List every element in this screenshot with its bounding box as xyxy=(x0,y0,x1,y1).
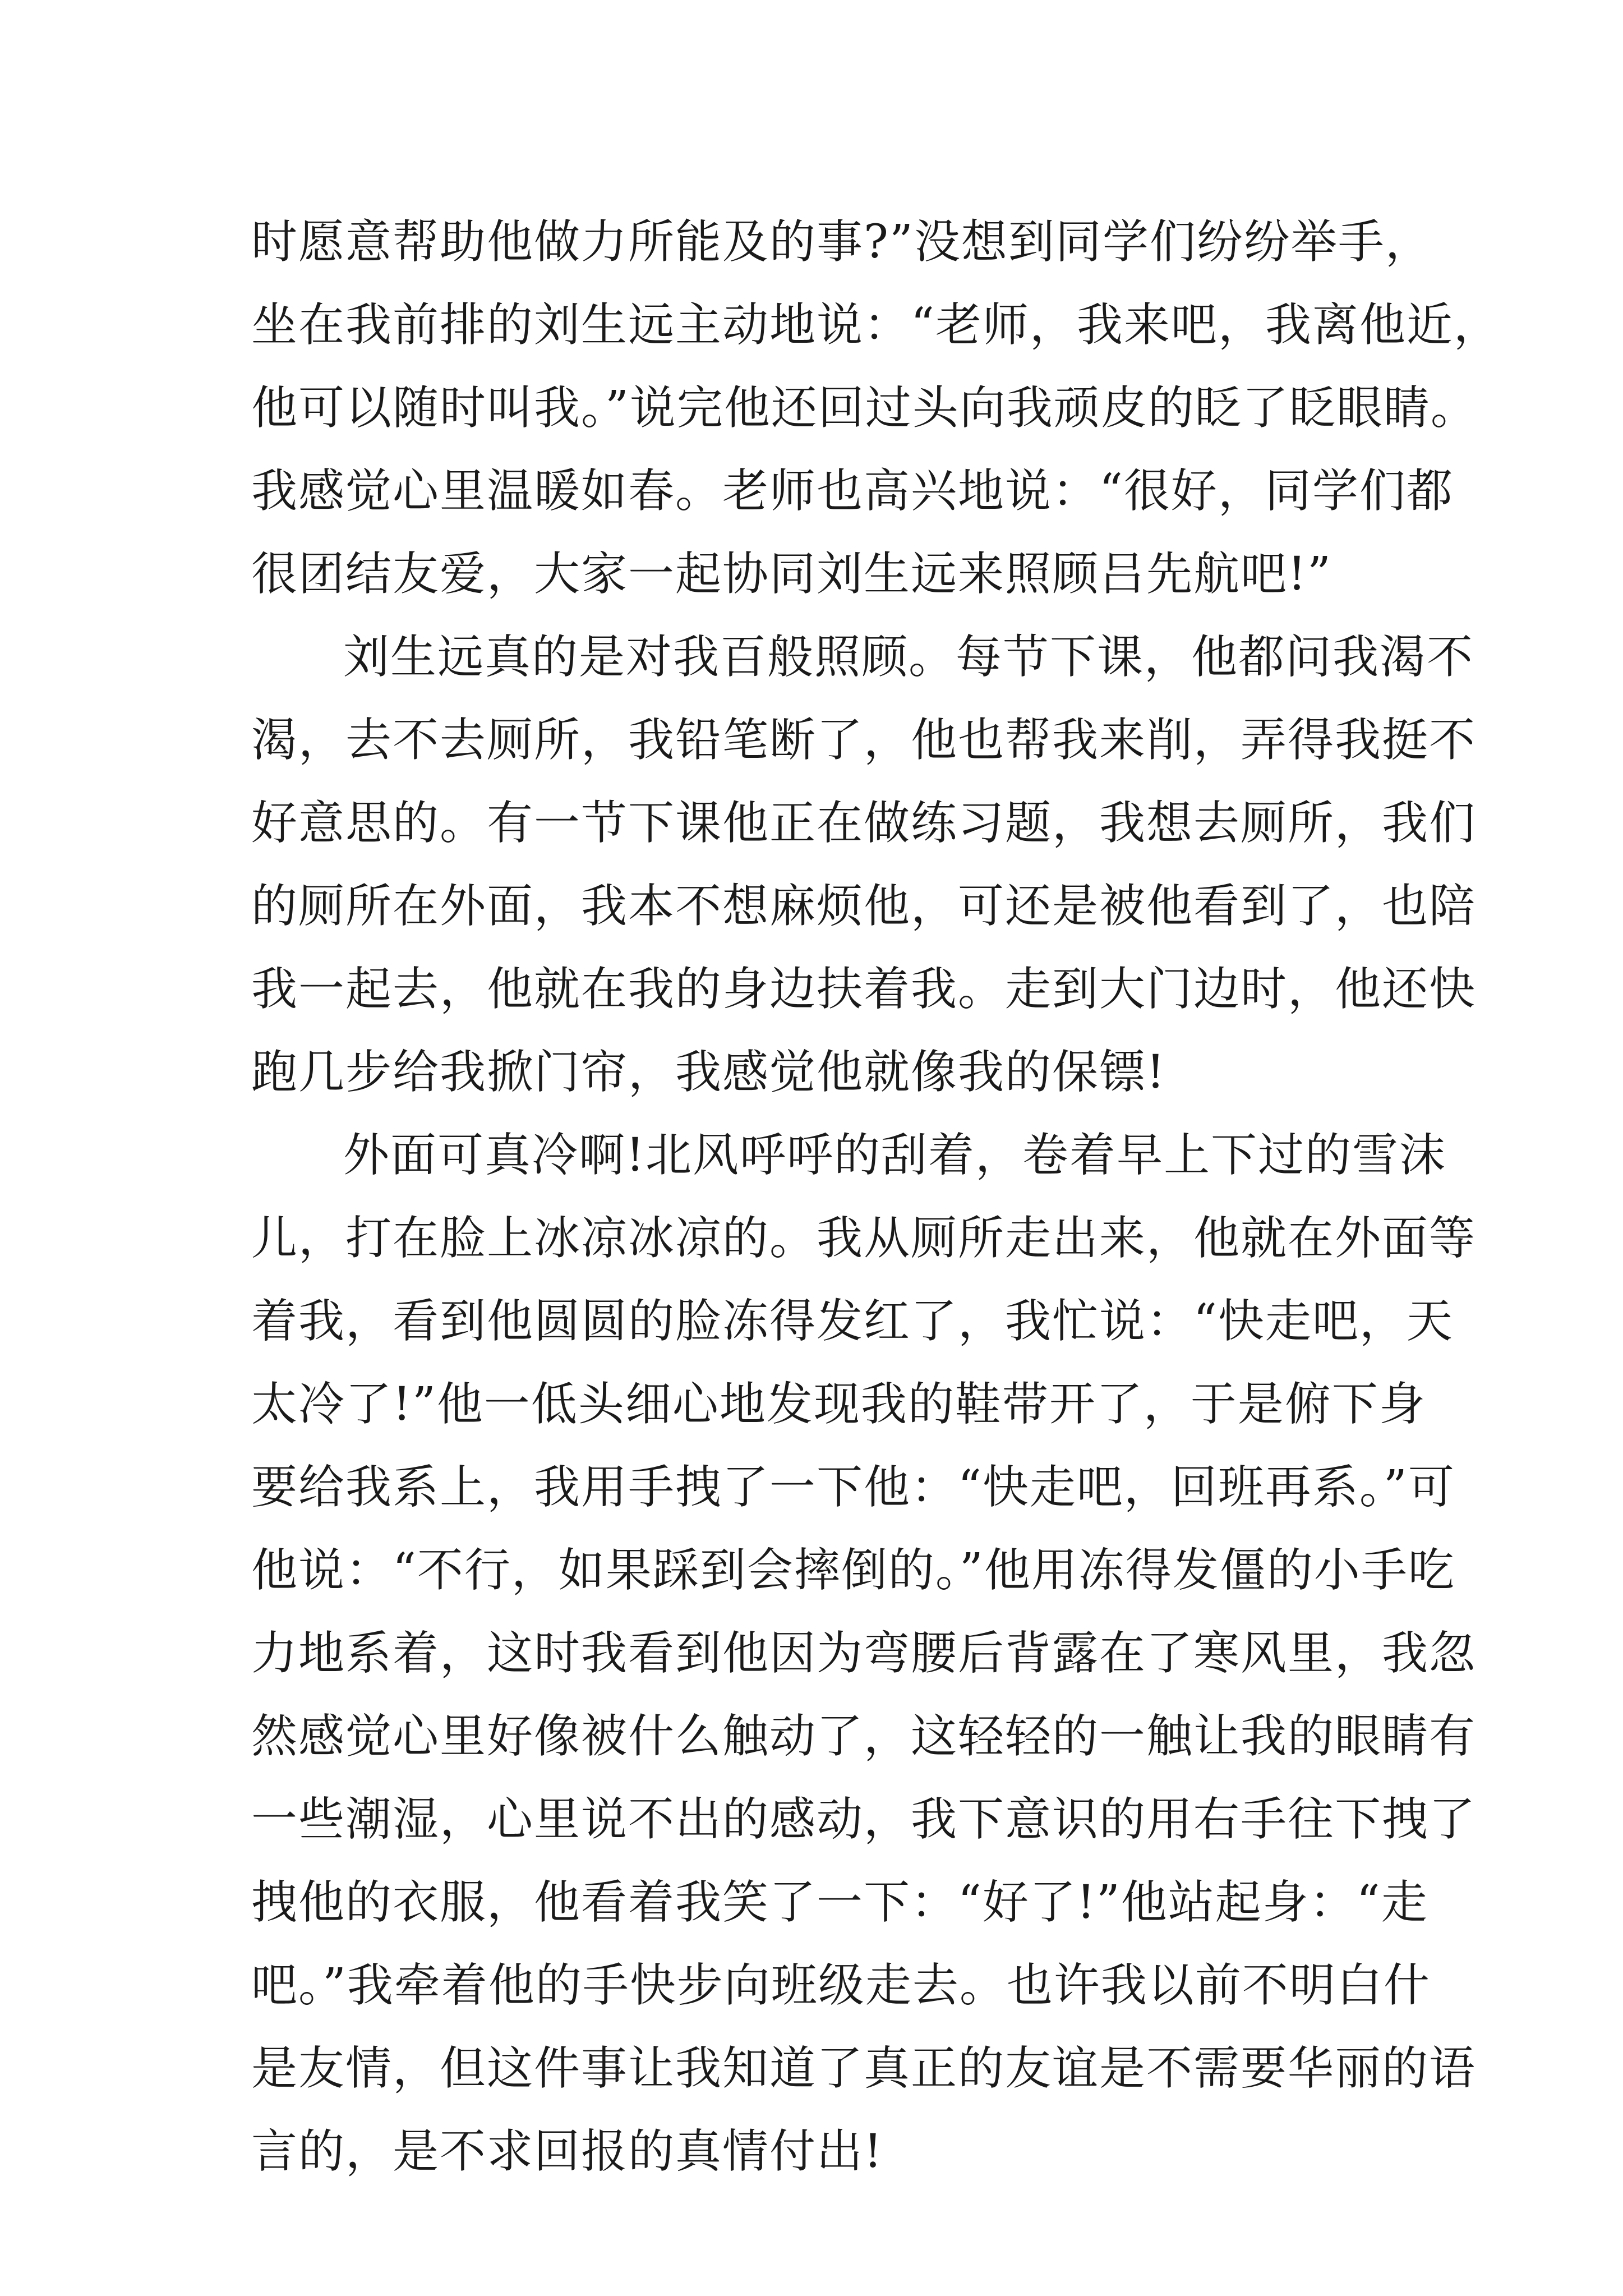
text-line-21: 拽他的衣服，他看着我笑了一下：“好了!”他站起身：“走 xyxy=(251,1876,1428,1929)
text-line-16: 要给我系上，我用手拽了一下他：“快走吧，回班再系。”可 xyxy=(251,1461,1455,1514)
text-line-6: 刘生远真的是对我百般照顾。每节下课，他都问我渴不 xyxy=(343,631,1474,684)
text-line-10: 我一起去，他就在我的身边扶着我。走到大门边时，他还快 xyxy=(251,963,1477,1016)
text-line-23: 是友情，但这件事让我知道了真正的友谊是不需要华丽的语 xyxy=(251,2042,1477,2095)
text-line-22: 吧。”我牵着他的手快步向班级走去。也许我以前不明白什 xyxy=(251,1959,1431,2012)
text-line-7: 渴，去不去厕所，我铅笔断了，他也帮我来削，弄得我挺不 xyxy=(251,714,1477,767)
text-line-12: 外面可真冷啊!北风呼呼的刮着，卷着早上下过的雪沫 xyxy=(343,1129,1446,1182)
text-line-19: 然感觉心里好像被什么触动了，这轻轻的一触让我的眼睛有 xyxy=(251,1710,1477,1763)
text-line-18: 力地系着，这时我看到他因为弯腰后背露在了寒风里，我忽 xyxy=(251,1627,1477,1680)
text-line-20: 一些潮湿，心里说不出的感动，我下意识的用右手往下拽了 xyxy=(251,1793,1477,1846)
text-line-3: 他可以随时叫我。”说完他还回过头向我顽皮的眨了眨眼睛。 xyxy=(251,381,1478,435)
text-line-11: 跑几步给我掀门帘，我感觉他就像我的保镖! xyxy=(251,1046,1166,1099)
text-line-8: 好意思的。有一节下课他正在做练习题，我想去厕所，我们 xyxy=(251,797,1477,850)
text-line-13: 儿，打在脸上冰凉冰凉的。我从厕所走出来，他就在外面等 xyxy=(251,1212,1477,1265)
text-line-4: 我感觉心里温暖如春。老师也高兴地说：“很好，同学们都 xyxy=(251,464,1454,518)
text-line-24: 言的，是不求回报的真情付出! xyxy=(251,2125,883,2178)
text-line-17: 他说：“不行，如果踩到会摔倒的。”他用冻得发僵的小手吃 xyxy=(251,1544,1455,1597)
body-text xyxy=(251,201,1501,2193)
text-line-9: 的厕所在外面，我本不想麻烦他，可还是被他看到了，也陪 xyxy=(251,880,1477,933)
text-line-1: 时愿意帮助他做力所能及的事?”没想到同学们纷纷举手， xyxy=(251,215,1432,269)
text-line-5: 很团结友爱，大家一起协同刘生远来照顾吕先航吧!” xyxy=(251,547,1332,601)
text-line-15: 太冷了!”他一低头细心地发现我的鞋带开了，于是俯下身 xyxy=(251,1378,1426,1431)
text-line-2: 坐在我前排的刘生远主动地说：“老师，我来吧，我离他近， xyxy=(251,298,1501,352)
text-line-14: 着我，看到他圆圆的脸冻得发红了，我忙说：“快走吧，天 xyxy=(251,1295,1454,1348)
